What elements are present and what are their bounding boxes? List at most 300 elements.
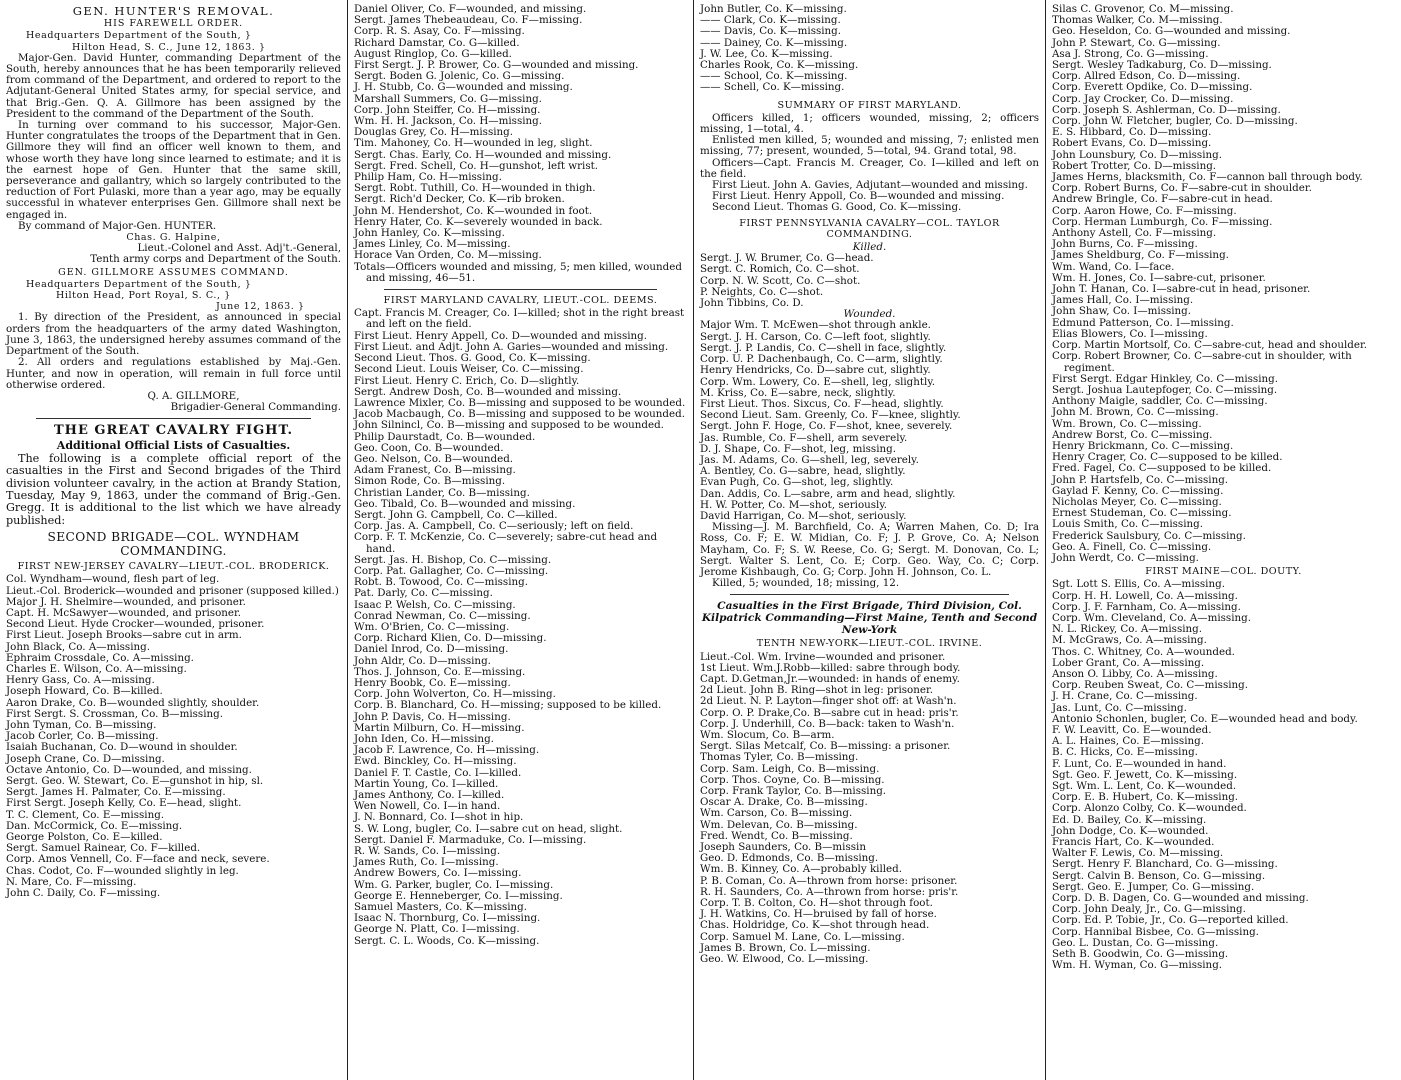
casualty-entry: J. N. Bonnard, Co. I—shot in hip. — [354, 811, 524, 824]
casualty-entry: Corp. Aaron Howe, Co. F—missing. — [1052, 204, 1237, 217]
casualty-entry: John P. Davis, Co. H—missing. — [354, 710, 511, 723]
casualty-entry: Sergt. John G. Campbell, Co. C—killed. — [354, 508, 558, 521]
casualty-entry: Daniel Inrod, Co. D—missing. — [354, 643, 509, 656]
casualty-entry: Walter F. Lewis, Co. M—missing. — [1052, 847, 1224, 860]
casualty-entry: Corp. Samuel M. Lane, Co. L—missing. — [700, 930, 905, 943]
casualty-entry: Anthony Astell, Co. F—missing. — [1052, 227, 1217, 240]
totals-line: Killed, 5; wounded, 18; missing, 12. — [712, 577, 900, 590]
casualty-entry: Sergt. J. H. Carson, Co. C—left foot, slightly. — [700, 330, 931, 343]
casualty-entry: E. S. Hibbard, Co. D—missing. — [1052, 126, 1212, 139]
casualty-entry: Corp. E. B. Hubert, Co. K—missing. — [1052, 791, 1239, 804]
casualty-entry: Corp. Jay Crocker, Co. D—missing. — [1052, 92, 1234, 105]
summary-entry: Officers killed, 1; officers wounded, missing, 2; officers missing, 1—total, 4. — [700, 111, 1039, 136]
casualty-entry: Henry Brickmann, Co. C—missing. — [1052, 439, 1234, 452]
casualty-entry: John Dodge, Co. K—wounded. — [1052, 824, 1209, 837]
casualty-entry: Jas. Lunt, Co. C—missing. — [1052, 701, 1187, 714]
section-title-first-maine: FIRST MAINE—COL. DOUTY. — [1145, 566, 1302, 578]
casualty-entry: Ernest Studeman, Co. C—missing. — [1052, 507, 1232, 520]
casualty-entry: First Sergt. S. Crossman, Co. B—missing. — [6, 707, 224, 720]
casualty-entry: John Hanley, Co. K—missing. — [354, 227, 505, 240]
section-title-first-pennsylvania: FIRST PENNSYLVANIA CAVALRY—COL. TAYLOR COMMANDING. — [739, 217, 1000, 240]
signature: Q. A. GILLMORE, — [147, 389, 240, 402]
casualty-entry: James Hall, Co. I—missing. — [1052, 294, 1194, 307]
section-title-summary-maryland: SUMMARY OF FIRST MARYLAND. — [777, 99, 962, 111]
casualty-entry: Corp. H. H. Lowell, Co. A—missing. — [1052, 589, 1238, 602]
casualty-entry: J. H. Stubb, Co. G—wounded and missing. — [354, 81, 573, 94]
casualty-entry: Corp. Pat. Gallagher, Co. C—missing. — [354, 564, 549, 577]
section-title-first-maryland: FIRST MARYLAND CAVALRY, LIEUT.-COL. DEEMS. — [383, 295, 658, 307]
casualty-entry: 2d Lieut. John B. Ring—shot in leg: prisoner. — [700, 684, 934, 697]
casualty-entry: John C. Daily, Co. F—missing. — [6, 887, 161, 900]
casualty-entry: F. W. Leavitt, Co. E—wounded. — [1052, 724, 1212, 736]
casualty-entry: Geo. D. Edmonds, Co. B—missing. — [700, 852, 879, 865]
casualty-entry: Isaac P. Welsh, Co. C—missing. — [354, 598, 516, 611]
casualty-entry: S. W. Long, bugler, Co. I—sabre cut on head, slight. — [354, 822, 623, 835]
casualty-entry: John Black, Co. A—missing. — [6, 640, 151, 653]
casualty-entry: Fred. Fagel, Co. C—supposed to be killed. — [1052, 462, 1272, 475]
casualty-entry: Thos. J. Johnson, Co. E—missing. — [354, 665, 526, 678]
casualty-entry: Wm. Delevan, Co. B—missing. — [700, 818, 858, 831]
casualty-entry: Sergt. Geo. W. Stewart, Co. E—gunshot in hip, sl. — [6, 775, 264, 788]
casualty-entry: Thos. C. Whitney, Co. A—wounded. — [1052, 645, 1235, 658]
casualty-entry: Sergt. James Thebeaudeau, Co. F—missing. — [354, 14, 583, 27]
casualty-entry: —— Davis, Co. K—missing. — [700, 25, 842, 38]
casualty-list — [700, 253, 1039, 309]
casualty-entry: First Lieut. Joseph Brooks—sabre cut in arm. — [6, 629, 242, 642]
casualty-entry: James B. Brown, Co. L—missing. — [700, 941, 871, 954]
casualty-entry: Wm. Wand, Co. I—face. — [1052, 260, 1175, 273]
subsection-wounded: Wounded. — [843, 308, 896, 321]
casualty-entry: Corp. J. Underhill, Co. B—back: taken to Wash'n. — [700, 717, 955, 730]
divider — [730, 594, 1009, 595]
casualty-entry: Wm. H. H. Jackson, Co. H—missing. — [354, 115, 543, 128]
casualty-entry: Corp. Thos. Coyne, Co. B—missing. — [700, 773, 885, 786]
casualty-entry: Geo. L. Dustan, Co. G—missing. — [1052, 936, 1219, 949]
section-title-first-new-jersey: FIRST NEW-JERSEY CAVALRY—LIEUT.-COL. BRODERICK. — [17, 561, 330, 573]
casualty-entry: Wm. B. Kinney, Co. A—probably killed. — [700, 863, 903, 876]
casualty-list — [6, 574, 341, 899]
signature: Chas. G. Halpine, — [126, 232, 221, 244]
dateline: Hilton Head, S. C., June 12, 1863. } — [72, 41, 266, 53]
casualty-entry: Tim. Mahoney, Co. H—wounded in leg, slight. — [354, 137, 593, 150]
casualty-entry: J. W. Lee, Co. K—missing. — [700, 47, 833, 60]
casualty-entry: Sergt. Silas Metcalf, Co. B—missing: a prisoner. — [700, 740, 951, 753]
casualty-entry: Corp. Hannibal Bisbee, Co. G—missing. — [1052, 925, 1259, 938]
casualty-entry: George Polston, Co. E—killed. — [6, 831, 163, 844]
casualty-entry: Corp. B. Blanchard, Co. H—missing; supposed to be killed. — [354, 699, 662, 712]
casualty-entry: Corp. John Wolverton, Co. H—missing. — [354, 688, 556, 701]
casualty-entry: Lieut.-Col. Wm. Irvine—wounded and prisoner. — [700, 650, 946, 663]
casualty-entry: Samuel Masters, Co. K—missing. — [354, 901, 528, 914]
casualty-entry: Corp. N. W. Scott, Co. C—shot. — [700, 274, 861, 287]
casualty-entry: Nicholas Meyer, Co. C—missing. — [1052, 495, 1222, 508]
casualty-entry: Corp. Joseph S. Ashlerman, Co. D—missing. — [1052, 103, 1281, 116]
casualty-entry: Corp. Reuben Sweat, Co. C—missing. — [1052, 679, 1249, 692]
casualty-entry: John Aldr, Co. D—missing. — [354, 654, 491, 667]
casualty-entry: H. W. Potter, Co. M—shot, seriously. — [700, 498, 888, 511]
column-1 — [0, 0, 347, 1080]
casualty-entry: John M. Hendershot, Co. K—wounded in foot. — [354, 204, 593, 217]
casualty-entry: R. H. Saunders, Co. A—thrown from horse: pris'r. — [700, 885, 959, 898]
casualty-entry: Sgt. Lott S. Ellis, Co. A—missing. — [1052, 578, 1225, 591]
column-3 — [693, 0, 1045, 1080]
casualty-entry: Henry Gass, Co. A—missing. — [6, 674, 155, 687]
casualty-entry: John Silnincl, Co. B—missing and supposed to be wounded. — [354, 419, 664, 432]
casualty-list — [700, 320, 1039, 522]
casualty-entry: Corp. Amos Vennell, Co. F—face and neck, severe. — [6, 853, 270, 866]
casualty-entry: George N. Platt, Co. I—missing. — [354, 923, 520, 936]
casualty-entry: Chas. Codot, Co. F—wounded slightly in leg. — [6, 864, 239, 877]
casualty-list — [354, 308, 687, 947]
casualty-entry: Corp. T. B. Colton, Co. H—shot through foot. — [700, 897, 933, 910]
casualty-entry: Charles E. Wilson, Co. A—missing. — [6, 662, 187, 675]
casualty-entry: Robert Trotter, Co. D—missing. — [1052, 159, 1217, 172]
casualty-entry: Corp. U. P. Dachenbaugh, Co. C—arm, slightly. — [700, 353, 943, 366]
casualty-entry: August Ringlop, Co. G—killed. — [354, 47, 512, 60]
casualty-entry: John Werdt, Co. C—missing. — [1052, 551, 1199, 564]
casualty-entry: Wm. O'Brien, Co. C—missing. — [354, 620, 510, 633]
casualty-entry: Corp. Jas. A. Campbell, Co. C—seriously; left on field. — [354, 520, 634, 533]
casualty-entry: Christian Lander, Co. B—missing. — [354, 486, 530, 499]
casualty-entry: Henry Crager, Co. C—supposed to be killed. — [1052, 451, 1283, 464]
casualty-entry: J. H. Watkins, Co. H—bruised by fall of horse. — [700, 908, 937, 921]
casualty-entry: First Sergt. J. P. Brower, Co. G—wounded and missing. — [354, 59, 639, 72]
casualty-entry: Simon Rode, Co. B—missing. — [354, 475, 506, 488]
casualty-entry: James Linley, Co. M—missing. — [354, 238, 511, 251]
casualty-entry: M. Kriss, Co. E—sabre, neck, slightly. — [700, 386, 896, 399]
casualty-entry: Geo. W. Elwood, Co. L—missing. — [700, 953, 869, 966]
casualty-entry: Sergt. Geo. E. Jumper, Co. G—missing. — [1052, 880, 1255, 893]
casualty-entry: —— Clark, Co. K—missing. — [700, 14, 841, 27]
casualty-entry: Corp. Robert Burns, Co. F—sabre-cut in shoulder. — [1052, 182, 1312, 195]
casualty-entry: Jas. M. Adams, Co. G—shell, leg, severely. — [700, 453, 919, 466]
dateline: June 12, 1863. } — [216, 301, 305, 313]
divider — [36, 418, 311, 419]
casualty-entry: Lober Grant, Co. A—missing. — [1052, 656, 1205, 669]
casualty-entry: Dan. Addis, Co. L—sabre, arm and head, slightly. — [700, 487, 956, 500]
casualty-entry: Col. Wyndham—wound, flesh part of leg. — [6, 573, 220, 586]
casualty-entry: First Lieut. and Adjt. John A. Garies—wounded and missing. — [354, 340, 669, 353]
casualty-entry: Elias Blowers, Co. I—missing. — [1052, 327, 1208, 340]
casualty-entry: Joseph Saunders, Co. B—missin — [700, 841, 866, 854]
casualty-entry: Corp. Robert Browner, Co. C—sabre-cut in shoulder, with regiment. — [1052, 350, 1352, 374]
casualty-entry: Martin Young, Co. I—killed. — [354, 777, 499, 790]
casualty-entry: Henry Hendricks, Co. D—sabre cut, slightly. — [700, 364, 931, 377]
casualty-entry: Andrew Borst, Co. C—missing. — [1052, 428, 1213, 441]
casualty-entry: John Tyman, Co. B—missing. — [6, 719, 157, 731]
casualty-entry: Chas. Holdridge, Co. K—shot through head. — [700, 919, 930, 932]
casualty-entry: Corp. R. S. Asay, Co. F—missing. — [354, 25, 525, 38]
casualty-entry: Philip Ham, Co. H—missing. — [354, 171, 502, 184]
casualty-entry: Aaron Drake, Co. B—wounded slightly, shoulder. — [6, 696, 260, 709]
casualty-entry: Geo. Tibald, Co. B—wounded and missing. — [354, 497, 576, 510]
casualty-entry: D. J. Shape, Co. F—shot, leg, missing. — [700, 442, 896, 455]
signature: Brigadier-General Commanding. — [170, 401, 341, 414]
casualty-entry: Daniel F. T. Castle, Co. I—killed. — [354, 766, 522, 779]
casualty-entry: A. L. Haines, Co. E—missing. — [1052, 735, 1205, 748]
summary-list — [700, 113, 1039, 214]
casualty-entry: Douglas Grey, Co. H—missing. — [354, 126, 514, 139]
casualty-list — [700, 4, 1039, 94]
paragraph: 2. All orders and regulations established by Maj.-Gen. Hunter, and now in operation, will remain in full force until otherwise ordered. — [6, 356, 341, 391]
casualty-entry: Henry Boobk, Co. E—missing. — [354, 676, 511, 689]
casualty-entry: Antonio Schonlen, bugler, Co. E—wounded head and body. — [1052, 712, 1358, 725]
casualty-entry: Wm. Brown, Co. C—missing. — [1052, 417, 1202, 430]
casualty-entry: Sergt. J. P. Landis, Co. C—shell in face, slightly. — [700, 341, 947, 354]
casualty-entry: M. McGraws, Co. A—missing. — [1052, 634, 1207, 647]
casualty-entry: Anson O. Libby, Co. A—missing. — [1052, 667, 1218, 680]
article-title-hunter-removal: GEN. HUNTER'S REMOVAL. — [72, 4, 275, 18]
casualty-list — [1052, 4, 1395, 564]
casualty-entry: Jacob Corler, Co. B—missing. — [6, 730, 159, 743]
casualty-entry: Asa J. Strong, Co. G—missing. — [1052, 47, 1209, 60]
casualty-entry: Ewd. Binckley, Co. H—missing. — [354, 755, 517, 768]
casualty-entry: John Lounsbury, Co. D—missing. — [1052, 148, 1222, 161]
missing-paragraph: Missing—J. M. Barchfield, Co. A; Warren Mahen, Co. D; Ira Ross, Co. F; E. W. Midian, Co. F; J. P. Grove, Co. A; Nelson Mayham, Co. F; S. W. Reese, Co. G; Sergt. M. Donovan, Co. L; Sergt. Walter S. Lent, Co. E; Corp. Geo. Way, Co. C; Corp. Jerome Kishbaugh, Co. G; Corp. John H. Johnson, Co. L. — [700, 521, 1039, 578]
casualty-entry: Pat. Darly, Co. C—missing. — [354, 587, 493, 600]
casualty-entry: Sergt. Wesley Tadkaburg, Co. D—missing. — [1052, 59, 1272, 72]
casualty-entry: Sergt. Fred. Schell, Co. H—gunshot, left wrist. — [354, 159, 599, 172]
casualty-entry: Wm. Slocum, Co. B—arm. — [700, 728, 835, 741]
casualty-entry: —— Schell, Co. K—missing. — [700, 81, 845, 94]
casualty-entry: Second Lieut. Thos. G. Good, Co. K—missing. — [354, 352, 591, 365]
casualty-entry: B. C. Hicks, Co. E—missing. — [1052, 746, 1198, 759]
casualty-entry: Capt. Francis M. Creager, Co. I—killed; shot in the right breast and left on the field. — [354, 307, 685, 331]
casualty-list — [1052, 579, 1395, 971]
casualty-entry: Andrew Bowers, Co. I—missing. — [354, 867, 522, 880]
article-title-gillmore-command: GEN. GILLMORE ASSUMES COMMAND. — [58, 266, 289, 278]
casualty-entry: John Burns, Co. F—missing. — [1052, 238, 1198, 251]
casualty-entry: Sergt. Chas. Early, Co. H—wounded and missing. — [354, 148, 612, 161]
casualty-entry: James Sheldburg, Co. F—missing. — [1052, 249, 1229, 262]
casualty-entry: Sergt. Daniel F. Marmaduke, Co. I—missing. — [354, 833, 587, 846]
casualty-entry: Sergt. C. L. Woods, Co. K—missing. — [354, 934, 540, 947]
casualty-entry: Sgt. Wm. L. Lent, Co. K—wounded. — [1052, 780, 1237, 793]
casualty-entry: Corp. Allred Edson, Co. D—missing. — [1052, 70, 1241, 83]
summary-entry: First Lieut. Henry Appoll, Co. B—wounded and missing. — [712, 190, 1005, 203]
casualty-entry: James Ruth, Co. I—missing. — [354, 856, 499, 869]
casualty-entry: John T. Hanan, Co. I—sabre-cut in head, prisoner. — [1052, 283, 1311, 296]
casualty-entry: Corp. Frank Taylor, Co. B—missing. — [700, 785, 887, 797]
casualty-entry: Jacob Macbaugh, Co. B—missing and supposed to be wounded. — [354, 408, 685, 421]
casualty-entry: Sergt. John F. Hoge, Co. F—shot, knee, severely. — [700, 420, 953, 433]
casualty-entry: Marshall Summers, Co. G—missing. — [354, 92, 542, 105]
casualty-entry: Corp. Everett Opdike, Co. D—missing. — [1052, 81, 1253, 94]
paragraph: Major-Gen. David Hunter, commanding Department of the South, hereby announces that he has been temporarily relieved from command of the Department, and ordered to report to the Adjutant-General United States army, for special service, and that Brig.-Gen. Q. A. Gillmore has been assigned by the President to the command of the Department of the South. — [6, 51, 341, 120]
dateline: Headquarters Department of the South, } — [26, 30, 252, 42]
casualty-list — [700, 652, 1039, 966]
casualty-entry: Sergt. Jas. H. Bishop, Co. C—missing. — [354, 553, 552, 566]
casualty-entry: Joseph Howard, Co. B—killed. — [6, 685, 163, 698]
casualty-entry: John M. Brown, Co. C—missing. — [1052, 406, 1219, 419]
casualty-list — [354, 4, 687, 284]
casualty-entry: F. Lunt, Co. E—wounded in hand. — [1052, 757, 1227, 770]
casualty-entry: Geo. Heseldon, Co. G—wounded and missing. — [1052, 25, 1291, 38]
casualty-entry: Sgt. Geo. F. Jewett, Co. K—missing. — [1052, 768, 1238, 781]
casualty-entry: Wm. H. Wyman, Co. G—missing. — [1052, 959, 1223, 972]
casualty-entry: Wen Nowell, Co. I—in hand. — [354, 800, 501, 813]
casualty-entry: First Lieut. Henry Appell, Co. D—wounded and missing. — [354, 329, 648, 342]
casualty-entry: Ed. D. Bailey, Co. K—missing. — [1052, 813, 1207, 826]
casualty-entry: Lawrence Mixler, Co. B—missing and supposed to be wounded. — [354, 396, 686, 409]
casualty-entry: Frederick Saulsbury, Co. C—missing. — [1052, 529, 1246, 542]
casualty-entry: T. C. Clement, Co. E—missing. — [6, 808, 165, 821]
casualty-entry: Sergt. C. Romich, Co. C—shot. — [700, 263, 860, 276]
casualty-entry: Second Lieut. Sam. Greenly, Co. F—knee, slightly. — [700, 409, 961, 422]
casualty-entry: John Iden, Co. H—missing. — [354, 733, 494, 745]
casualty-entry: Evan Pugh, Co. G—shot, leg, slightly. — [700, 476, 894, 489]
summary-entry: Second Lieut. Thomas G. Good, Co. K—missing. — [712, 201, 962, 214]
casualty-entry: N. L. Rickey, Co. A—missing. — [1052, 623, 1203, 636]
article-title-cavalry-fight: THE GREAT CAVALRY FIGHT. — [53, 423, 293, 439]
dateline: Headquarters Department of the South, } — [26, 278, 252, 290]
casualty-entry: Geo. A. Finell, Co. C—missing. — [1052, 540, 1212, 553]
casualty-entry: Totals—Officers wounded and missing, 5; men killed, wounded and missing, 46—51. — [354, 260, 682, 284]
casualty-entry: Horace Van Orden, Co. M—missing. — [354, 249, 542, 262]
section-title-first-brigade: Casualties in the First Brigade, Third Division, Col. Kilpatrick Commanding—First Maine, Tenth and Second New-York — [701, 600, 1038, 637]
casualty-entry: Corp. Richard Klien, Co. D—missing. — [354, 632, 547, 645]
casualty-entry: Sergt. Samuel Rainear, Co. F—killed. — [6, 842, 201, 855]
article-subtitle-farewell-order: HIS FAREWELL ORDER. — [103, 18, 244, 30]
casualty-entry: 1st Lieut. Wm.J.Robb—killed: sabre through body. — [700, 661, 961, 674]
column-4 — [1045, 0, 1401, 1080]
casualty-entry: John Shaw, Co. I—missing. — [1052, 305, 1192, 318]
casualty-entry: Corp. O. P. Drake,Co. B—sabre cut in head: pris'r. — [700, 706, 959, 719]
casualty-entry: Daniel Oliver, Co. F—wounded, and missing. — [354, 3, 587, 15]
casualty-entry: Edmund Patterson, Co. I—missing. — [1052, 316, 1234, 329]
casualty-entry: First Lieut. Thos. Sixcus, Co. F—head, slightly. — [700, 397, 944, 410]
casualty-entry: Corp. Alonzo Colby, Co. K—wounded. — [1052, 802, 1247, 815]
casualty-entry: Dan. McCormick, Co. E—missing. — [6, 819, 183, 832]
casualty-entry: A. Bentley, Co. G—sabre, head, slightly. — [700, 465, 906, 478]
casualty-entry: Anthony Maigle, saddler, Co. C—missing. — [1052, 395, 1268, 408]
casualty-entry: Jacob F. Lawrence, Co. H—missing. — [354, 744, 540, 757]
casualty-entry: Philip Daurstadt, Co. B—wounded. — [354, 430, 536, 443]
casualty-entry: Andrew Bringle, Co. F—sabre-cut in head. — [1052, 193, 1273, 206]
casualty-entry: Sergt. Joshua Lautepfoger, Co. C—missing. — [1052, 383, 1278, 396]
casualty-entry: George E. Henneberger, Co. I—missing. — [354, 889, 563, 902]
casualty-entry: First Sergt. Edgar Hinkley, Co. C—missing. — [1052, 372, 1278, 385]
casualty-entry: Adam Franest, Co. B—missing. — [354, 464, 516, 477]
casualty-entry: James Herns, blacksmith, Co. F—cannon ball through body. — [1052, 171, 1363, 184]
casualty-entry: John Butler, Co. K—missing. — [700, 3, 847, 15]
article-subtitle-casualties: Additional Official Lists of Casualties. — [56, 438, 291, 452]
casualty-entry: 2d Lieut. N. P. Layton—finger shot off: at Wash'n. — [700, 695, 957, 708]
casualty-entry: John P. Hartsfelb, Co. C—missing. — [1052, 473, 1229, 486]
casualty-entry: Corp. Wm. Cleveland, Co. A—missing. — [1052, 611, 1251, 624]
casualty-entry: Second Lieut. Louis Weiser, Co. C—missing. — [354, 363, 584, 376]
casualty-entry: —— School, Co. K—missing. — [700, 70, 848, 83]
casualty-entry: Ephraim Crossdale, Co. A—missing. — [6, 651, 194, 664]
casualty-entry: Corp. John Steiffer, Co. H—missing. — [354, 103, 541, 116]
signature: Tenth army corps and Department of the South. — [90, 253, 341, 266]
casualty-entry: Geo. Coon, Co. B—wounded. — [354, 441, 504, 454]
casualty-entry: N. Mare, Co. F—missing. — [6, 875, 137, 888]
summary-entry: Officers—Capt. Francis M. Creager, Co. I—killed and left on the field. — [700, 156, 1039, 180]
casualty-entry: Sergt. J. W. Brumer, Co. G—head. — [700, 252, 874, 265]
casualty-entry: Corp. F. T. McKenzie, Co. C—severely; sabre-cut head and hand. — [354, 531, 658, 555]
casualty-entry: Octave Antonio, Co. D—wounded, and missing. — [6, 763, 252, 776]
casualty-entry: Gaylad F. Kenny, Co. C—missing. — [1052, 484, 1224, 497]
casualty-entry: Seth B. Goodwin, Co. G—missing. — [1052, 948, 1229, 961]
casualty-entry: Geo. Nelson, Co. B—wounded. — [354, 452, 514, 465]
paragraph: 1. By direction of the President, as announced in special orders from the headquarters of the army dated Washington, June 3, 1863, the undersigned hereby assumes command of the Department of the South. — [6, 311, 341, 358]
casualty-entry: Sergt. Henry F. Blanchard, Co. G—missing. — [1052, 858, 1278, 871]
casualty-entry: Corp. Martin Mortsolf, Co. C—sabre-cut, head and shoulder. — [1052, 339, 1368, 352]
casualty-entry: John Tibbins, Co. D. — [700, 297, 804, 310]
casualty-entry: —— Dainey, Co. K—missing. — [700, 36, 848, 49]
casualty-entry: Wm. H. Jones, Co. I—sabre-cut, prisoner. — [1052, 271, 1266, 284]
casualty-entry: Capt. H. McSawyer—wounded, and prisoner. — [6, 606, 242, 619]
casualty-entry: Charles Rook, Co. K—missing. — [700, 59, 859, 72]
casualty-entry: First Lieut. Henry C. Erich, Co. D—slightly. — [354, 374, 580, 387]
casualty-entry: Capt. D.Getman,Jr.—wounded: in hands of enemy. — [700, 672, 960, 685]
casualty-entry: Sergt. Andrew Dosh, Co. B—wounded and missing. — [354, 385, 622, 398]
casualty-entry: Sergt. Robt. Tuthill, Co. H—wounded in thigh. — [354, 182, 596, 195]
casualty-entry: John P. Stewart, Co. G—missing. — [1052, 36, 1221, 49]
casualty-entry: Wm. G. Parker, bugler, Co. I—missing. — [354, 878, 554, 891]
casualty-entry: First Sergt. Joseph Kelly, Co. E—head, slight. — [6, 797, 242, 810]
section-title-second-brigade: SECOND BRIGADE—COL. WYNDHAM COMMANDING. — [47, 530, 300, 559]
casualty-entry: Major J. H. Shelmire—wounded, and prisoner. — [6, 595, 246, 608]
casualty-entry: Major Wm. T. McEwen—shot through ankle. — [700, 319, 931, 332]
casualty-entry: Robt. B. Towood, Co. C—missing. — [354, 576, 528, 589]
casualty-entry: Conrad Newman, Co. C—missing. — [354, 609, 531, 622]
signature: Lieut.-Colonel and Asst. Adj't.-General, — [137, 242, 341, 255]
casualty-entry: Corp. Ed. P. Tobie, Jr., Co. G—reported killed. — [1052, 914, 1289, 927]
casualty-entry: Richard Damstar, Co. G—killed. — [354, 36, 520, 49]
casualty-entry: Jas. Rumble, Co. F—shell, arm severely. — [700, 431, 908, 444]
casualty-entry: Lieut.-Col. Broderick—wounded and prisoner (supposed killed.) — [6, 584, 339, 597]
divider — [384, 289, 657, 290]
casualty-entry: Isaac N. Thornburg, Co. I—missing. — [354, 912, 541, 925]
casualty-entry: Wm. Carson, Co. B—missing. — [700, 807, 853, 820]
casualty-entry: Martin Milburn, Co. H—missing. — [354, 721, 525, 734]
casualty-entry: Sergt. Boden G. Jolenic, Co. G—missing. — [354, 70, 565, 83]
casualty-entry: Louis Smith, Co. C—missing. — [1052, 518, 1203, 531]
paragraph: The following is a complete official report of the casualties in the First and Second brigades of the Third division volunteer cavalry, in the action at Brandy Station, Tuesday, May 9, 1863, under the command of Brig.-Gen. Gregg. It is additional to the list which we have already published: — [6, 451, 341, 527]
casualty-entry: David Harrigan, Co. M—shot, seriously. — [700, 509, 907, 522]
summary-entry: First Lieut. John A. Gavies, Adjutant—wounded and missing. — [712, 179, 1028, 192]
paragraph: In turning over command to his successor, Major-Gen. Hunter congratulates the troops of the Department that in Gen. Gillmore they will find an officer well known to them, and whose worth they have long since learned to estimate; and it is the earnest hope of Gen. Hunter that the same skill, perseverance and gallantry, which so largely contributed to the reduction of Fort Pulaski, more than a year ago, may be equally successful in whatever enterprises Gen. Gillmore shall next be engaged in. — [6, 119, 341, 221]
paragraph: By command of Major-Gen. HUNTER. — [18, 219, 217, 232]
casualty-entry: Thomas Tyler, Co. B—missing. — [700, 751, 859, 764]
casualty-entry: Robert Evans, Co. D—missing. — [1052, 137, 1212, 150]
casualty-entry: Corp. Sam. Leigh, Co. B—missing. — [700, 762, 880, 775]
column-2 — [347, 0, 693, 1080]
casualty-entry: Corp. Wm. Lowery, Co. E—shell, leg, slightly. — [700, 375, 936, 388]
casualty-entry: Fred. Wendt, Co. B—missing. — [700, 829, 853, 842]
casualty-entry: Isaiah Buchanan, Co. D—wound in shoulder. — [6, 741, 238, 754]
casualty-entry: R. W. Sands, Co. I—missing. — [354, 845, 501, 858]
casualty-entry: Second Lieut. Hyde Crocker—wounded, prisoner. — [6, 618, 265, 631]
casualty-entry: Corp. Herman Lumburgh, Co. F—missing. — [1052, 215, 1273, 228]
section-title-tenth-new-york: TENTH NEW-YORK—LIEUT.-COL. IRVINE. — [756, 638, 983, 650]
casualty-entry: Silas C. Grovenor, Co. M—missing. — [1052, 3, 1234, 15]
casualty-entry: Sergt. Rich'd Decker, Co. K—rib broken. — [354, 193, 565, 206]
casualty-entry: Sergt. Calvin B. Benson, Co. G—missing. — [1052, 869, 1266, 882]
casualty-entry: Corp. D. B. Dagen, Co. G—wounded and missing. — [1052, 892, 1309, 905]
summary-entry: Enlisted men killed, 5; wounded and missing, 7; enlisted men missing, 77; present, wounded, 5—total, 94. Grand total, 98. — [700, 134, 1039, 158]
casualty-entry: Joseph Crane, Co. D—missing. — [6, 752, 165, 765]
casualty-entry: Thomas Walker, Co. M—missing. — [1052, 14, 1223, 27]
casualty-entry: P. B. Coman, Co. A—thrown from horse: prisoner. — [700, 874, 958, 887]
casualty-entry: Francis Hart, Co. K—wounded. — [1052, 836, 1215, 849]
dateline: Hilton Head, Port Royal, S. C., } — [56, 290, 231, 302]
casualty-entry: J. H. Crane, Co. C—missing. — [1052, 690, 1198, 703]
casualty-entry: Corp. John W. Fletcher, bugler, Co. D—missing. — [1052, 115, 1298, 128]
casualty-entry: Henry Hater, Co. K—severely wounded in back. — [354, 215, 603, 228]
